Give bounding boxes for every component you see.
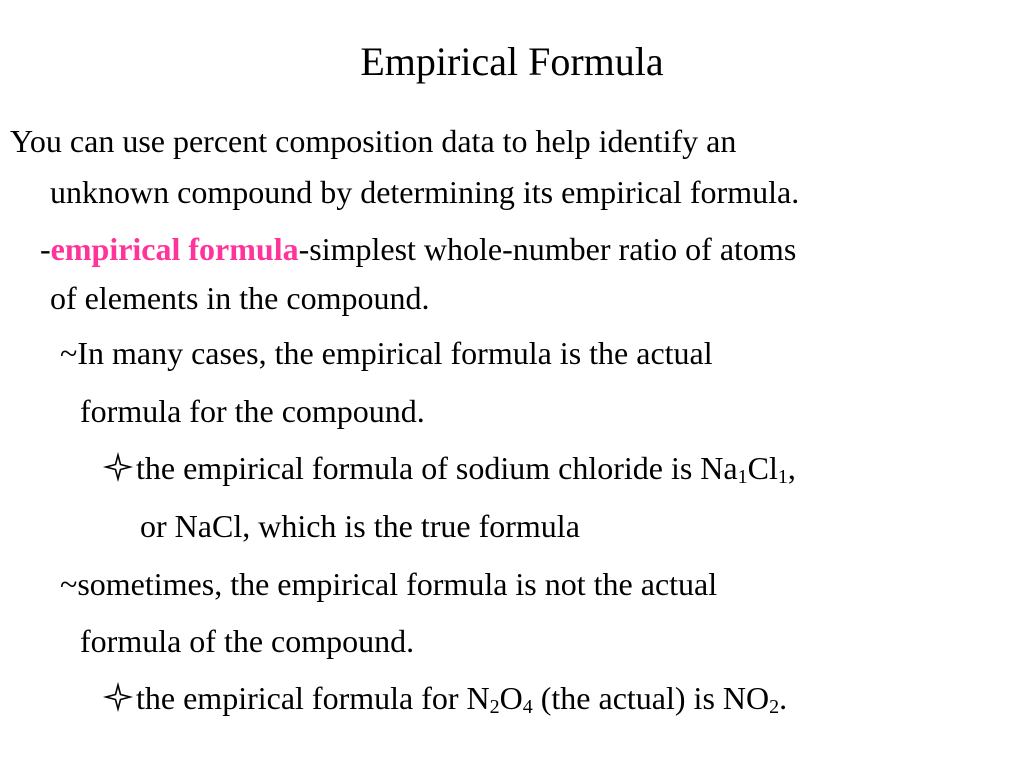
definition-continuation: of elements in the compound. [50, 280, 430, 316]
definition-line [40, 229, 796, 269]
case1-example-sub2: 1 [777, 466, 788, 488]
case2-example-mid2: (the actual) is NO [532, 680, 770, 716]
intro-line-2: unknown compound by determining its empirical formula. [50, 174, 800, 210]
intro-line-1: You can use percent composition data to help identify an [10, 123, 737, 159]
case1-example-line [100, 448, 796, 488]
case1-line-1: ~In many cases, the empirical formula is the actual [60, 335, 713, 371]
case1-example-mid: Cl [747, 450, 778, 486]
case2-example-suffix: . [779, 680, 788, 716]
case2-example-sub1: 2 [489, 696, 500, 718]
four-point-star-bullet-icon [100, 451, 136, 483]
case1-line-2: formula for the compound. [80, 393, 425, 429]
case2-example-sub3: 2 [769, 696, 780, 718]
case1-example-line-2: or NaCl, which is the true formula [140, 508, 580, 544]
definition-dash: - [40, 231, 51, 267]
definition-text: -simplest whole-number ratio of atoms [298, 231, 797, 267]
case2-example-mid1: O [499, 680, 523, 716]
four-point-star-bullet-icon [100, 681, 136, 713]
case2-line-1: ~sometimes, the empirical formula is not the actual [60, 566, 718, 602]
case1-example-suffix: , [787, 450, 796, 486]
case1-example-prefix: the empirical formula of sodium chloride is Na [136, 450, 738, 486]
case2-example-line [100, 678, 787, 718]
case1-example-sub1: 1 [737, 466, 748, 488]
case2-example-prefix: the empirical formula for N [136, 680, 490, 716]
case2-example-sub2: 4 [522, 696, 533, 718]
definition-term: empirical formula [50, 231, 299, 267]
slide-title: Empirical Formula [360, 39, 664, 84]
case2-line-2: formula of the compound. [80, 623, 415, 659]
